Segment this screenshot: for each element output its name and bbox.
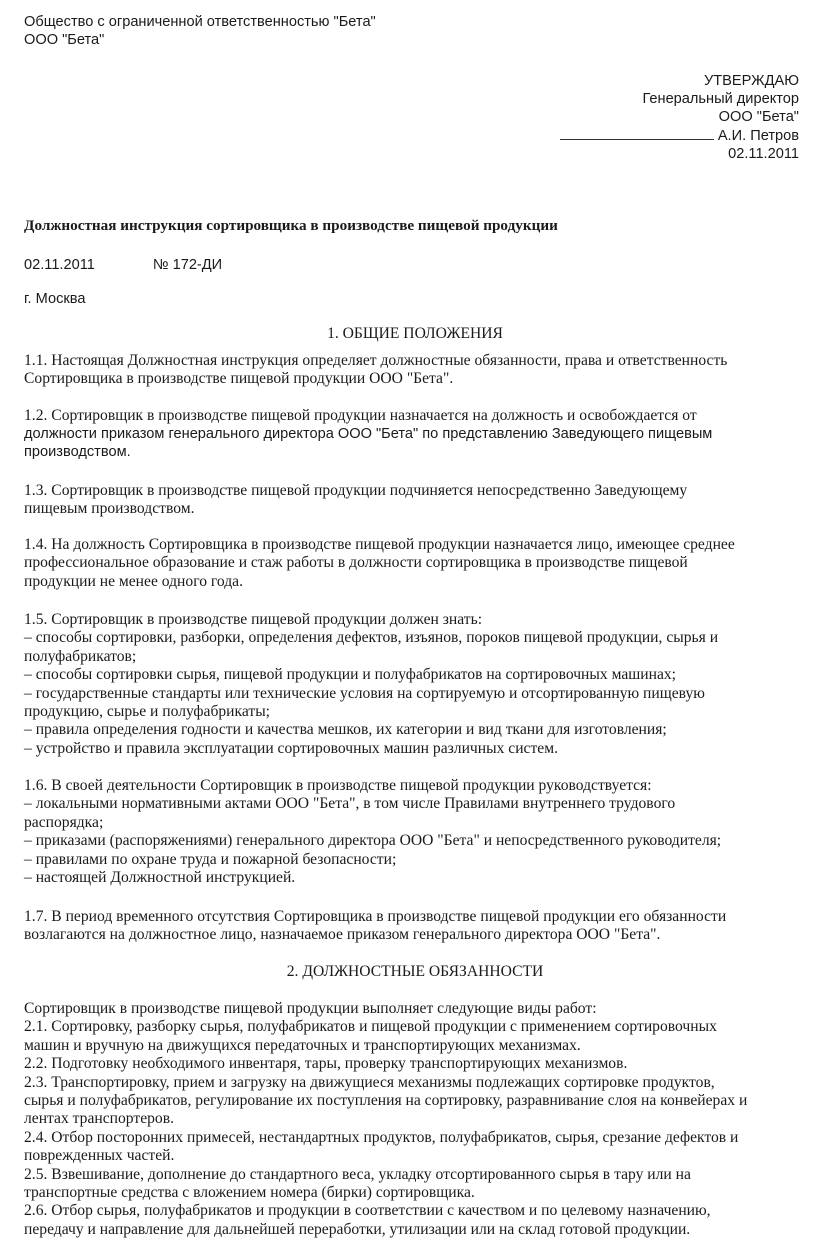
text-line: машин и вручную на движущихся передаточных и транспортирующих механизмах. bbox=[24, 1036, 581, 1054]
text-line: 2.3. Транспортировку, прием и загрузку на движущиеся механизмы подлежащих сортировке продуктов, bbox=[24, 1073, 715, 1091]
approver-company: ООО "Бета" bbox=[718, 109, 799, 125]
text-line: сырья и полуфабрикатов, регулирование их поступления на сортировку, разравнивание слоя на конвейерах и bbox=[24, 1092, 748, 1110]
text-line: пищевым производством. bbox=[24, 500, 195, 518]
text-line: транспортные средства с вложением номера (бирки) сортировщика. bbox=[24, 1184, 475, 1202]
paragraph-1-7 bbox=[24, 908, 814, 945]
approval-block bbox=[560, 72, 799, 163]
paragraph-1-1 bbox=[24, 352, 814, 389]
approver-name: А.И. Петров bbox=[717, 128, 799, 144]
text-line: продукции не менее одного года. bbox=[24, 572, 244, 590]
text-line: – устройство и правила эксплуатации сортировочных машин различных систем. bbox=[24, 739, 558, 757]
text-line: поврежденных частей. bbox=[24, 1147, 175, 1165]
text-line: производством. bbox=[24, 444, 131, 461]
approval-date: 02.11.2011 bbox=[728, 146, 799, 162]
paragraph-1-6 bbox=[24, 777, 814, 887]
section-2-heading: 2. ДОЛЖНОСТНЫЕ ОБЯЗАННОСТИ bbox=[286, 963, 544, 980]
text-line: 1.5. Сортировщик в производстве пищевой продукции должен знать: bbox=[24, 611, 483, 628]
paragraph-1-4 bbox=[24, 536, 814, 591]
text-line: 1.6. В своей деятельности Сортировщик в производстве пищевой продукции руководствуется: bbox=[24, 777, 652, 794]
document-city: г. Москва bbox=[24, 291, 86, 307]
signature-line bbox=[560, 126, 714, 140]
text-line: 1.3. Сортировщик в производстве пищевой продукции подчиняется непосредственно Заведующему bbox=[24, 482, 688, 499]
text-line: 2.1. Сортировку, разборку сырья, полуфабрикатов и пищевой продукции с применением сортировочных bbox=[24, 1018, 717, 1036]
document-date: 02.11.2011 bbox=[24, 257, 95, 273]
text-line: – способы сортировки сырья, пищевой продукции и полуфабрикатов на сортировочных машинах; bbox=[24, 666, 677, 684]
text-line: распорядка; bbox=[24, 813, 104, 831]
text-line: 2.6. Отбор сырья, полуфабрикатов и продукции в соответствии с качеством и по целевому назначению, bbox=[24, 1202, 711, 1220]
text-line: 2.4. Отбор посторонних примесей, нестандартных продуктов, полуфабрикатов, сырья, срезание дефектов и bbox=[24, 1128, 739, 1146]
text-line: – государственные стандарты или технические условия на сортируемую и отсортированную пищевую bbox=[24, 684, 705, 702]
organization-full-name: Общество с ограниченной ответственностью "Бета" bbox=[24, 14, 376, 30]
text-line: 1.2. Сортировщик в производстве пищевой продукции назначается на должность и освобождается от bbox=[24, 407, 697, 424]
text-line: – настоящей Должностной инструкцией. bbox=[24, 869, 296, 887]
text-line: должности приказом генерального директора ООО "Бета" по представлению Заведующего пищевым bbox=[24, 426, 713, 443]
text-line: – способы сортировки, разборки, определения дефектов, изъянов, пороков пищевой продукции, сырья и bbox=[24, 629, 719, 647]
text-line: – правилами по охране труда и пожарной безопасности; bbox=[24, 850, 397, 868]
text-line: – локальными нормативными актами ООО "Бета", в том числе Правилами внутреннего трудового bbox=[24, 795, 676, 813]
section-1-heading: 1. ОБЩИЕ ПОЛОЖЕНИЯ bbox=[327, 325, 503, 342]
text-line: – правила определения годности и качества мешков, их категории и вид ткани для изготовления; bbox=[24, 721, 667, 739]
text-line: передачу и направление для дальнейшей переработки, утилизации или на склад готовой продукции. bbox=[24, 1220, 691, 1238]
text-line: 2.2. Подготовку необходимого инвентаря, тары, проверку транспортирующих механизмов. bbox=[24, 1055, 628, 1073]
paragraph-1-5 bbox=[24, 611, 814, 758]
paragraph-1-3 bbox=[24, 482, 814, 519]
text-line: Сортировщика в производстве пищевой продукции ООО "Бета". bbox=[24, 370, 454, 388]
text-line: профессиональное образование и стаж работы в должности сортировщика в производстве пищевой bbox=[24, 554, 688, 572]
text-line: возлагаются на должностное лицо, назначаемое приказом генерального директора ООО "Бета". bbox=[24, 926, 661, 944]
signature-row bbox=[560, 126, 799, 145]
document-title: Должностная инструкция сортировщика в производстве пищевой продукции bbox=[24, 217, 558, 234]
organization-header bbox=[24, 13, 376, 49]
approver-position: Генеральный директор bbox=[642, 91, 799, 107]
section-2-body bbox=[24, 1000, 814, 1239]
text-line: 2.5. Взвешивание, дополнение до стандартного веса, укладку отсортированного сырья в тару или на bbox=[24, 1165, 691, 1183]
paragraph-1-2 bbox=[24, 407, 814, 461]
approve-label: УТВЕРЖДАЮ bbox=[703, 73, 799, 89]
text-line: – приказами (распоряжениями) генерального директора ООО "Бета" и непосредственного руководителя; bbox=[24, 832, 722, 850]
text-line: 1.1. Настоящая Должностная инструкция определяет должностные обязанности, права и ответственность bbox=[24, 352, 728, 369]
document-number: № 172-ДИ bbox=[152, 257, 223, 273]
document-meta bbox=[24, 256, 222, 274]
organization-short-name: ООО "Бета" bbox=[24, 32, 105, 48]
text-line: Сортировщик в производстве пищевой продукции выполняет следующие виды работ: bbox=[24, 1000, 597, 1017]
text-line: 1.4. На должность Сортировщика в производстве пищевой продукции назначается лицо, имеющее среднее bbox=[24, 536, 735, 553]
text-line: полуфабрикатов; bbox=[24, 647, 137, 665]
text-line: лентах транспортеров. bbox=[24, 1110, 174, 1128]
text-line: 1.7. В период временного отсутствия Сортировщика в производстве пищевой продукции его обязанности bbox=[24, 908, 727, 925]
text-line: продукцию, сырье и полуфабрикаты; bbox=[24, 703, 271, 721]
